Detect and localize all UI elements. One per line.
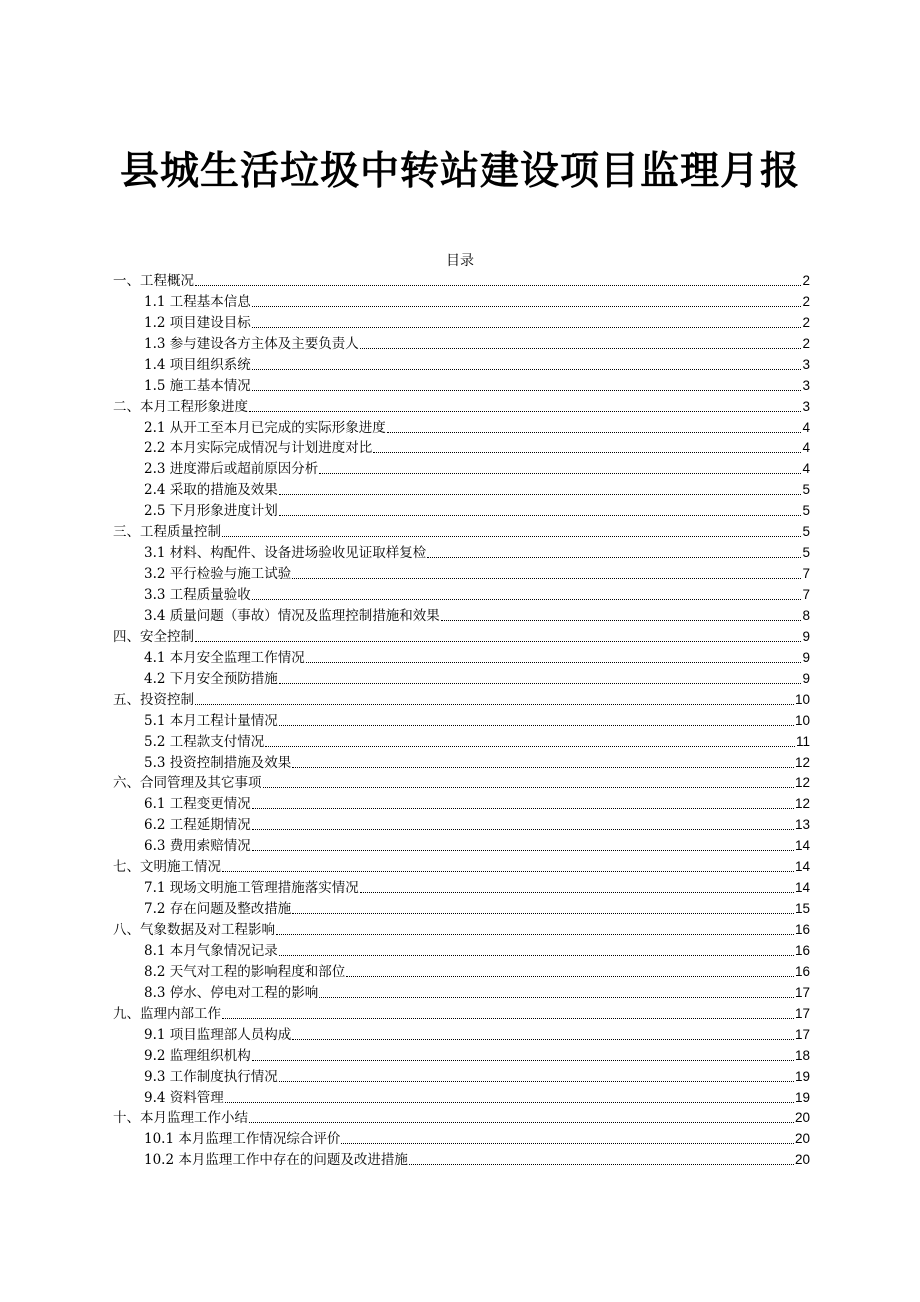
toc-entry-label: 三、工程质量控制: [113, 524, 221, 541]
toc-page-number: 5: [802, 545, 810, 561]
toc-section-entry[interactable]: [113, 1025, 810, 1046]
toc-entry-label: 1.3 参与建设各方主体及主要负责人: [144, 335, 359, 352]
toc-dot-leader: [292, 753, 794, 774]
toc-page-number: 11: [795, 733, 810, 749]
toc-page-number: 2: [802, 314, 810, 330]
toc-dot-leader: [252, 292, 802, 313]
toc-page-number: 2: [802, 335, 810, 351]
toc-page-number: 19: [794, 1068, 810, 1084]
toc-entry-label: 10.2 本月监理工作中存在的问题及改进措施: [144, 1152, 408, 1169]
toc-dot-leader: [387, 418, 802, 439]
toc-page-number: 10: [794, 691, 810, 707]
toc-dot-leader: [225, 1088, 794, 1109]
toc-page-number: 5: [802, 482, 810, 498]
toc-chapter-entry[interactable]: [113, 690, 810, 711]
toc-entry-label: 2.5 下月形象进度计划: [144, 503, 278, 520]
toc-entry-label: 1.5 施工基本情况: [144, 377, 251, 394]
toc-page-number: 17: [794, 984, 810, 1000]
toc-dot-leader: [252, 836, 794, 857]
toc-page-number: 15: [794, 901, 810, 917]
toc-page-number: 2: [802, 293, 810, 309]
toc-entry-label: 7.1 现场文明施工管理措施落实情况: [144, 880, 359, 897]
toc-page-number: 14: [794, 880, 810, 896]
toc-section-entry[interactable]: [113, 501, 810, 522]
toc-dot-leader: [441, 606, 802, 627]
toc-entry-label: 七、文明施工情况: [113, 859, 221, 876]
toc-entry-label: 6.1 工程变更情况: [144, 796, 251, 813]
toc-section-entry[interactable]: [113, 334, 810, 355]
toc-section-entry[interactable]: [113, 794, 810, 815]
toc-dot-leader: [222, 1004, 794, 1025]
toc-chapter-entry[interactable]: [113, 857, 810, 878]
toc-page-number: 4: [802, 419, 810, 435]
toc-page-number: 8: [802, 607, 810, 623]
toc-dot-leader: [195, 271, 801, 292]
toc-entry-label: 6.3 费用索赔情况: [144, 838, 251, 855]
toc-page-number: 4: [802, 440, 810, 456]
toc-entry-label: 6.2 工程延期情况: [144, 817, 251, 834]
toc-section-entry[interactable]: [113, 836, 810, 857]
toc-chapter-entry[interactable]: [113, 522, 810, 543]
toc-dot-leader: [360, 334, 802, 355]
toc-page-number: 12: [794, 796, 810, 812]
toc-entry-label: 3.4 质量问题（事故）情况及监理控制措施和效果: [144, 607, 440, 624]
toc-entry-label: 1.1 工程基本信息: [144, 293, 251, 310]
toc-dot-leader: [292, 899, 794, 920]
toc-section-entry[interactable]: [113, 376, 810, 397]
toc-chapter-entry[interactable]: [113, 774, 810, 795]
toc-page-number: 17: [794, 1026, 810, 1042]
toc-entry-label: 3.1 材料、构配件、设备进场验收见证取样复检: [144, 545, 427, 562]
toc-section-entry[interactable]: [113, 1067, 810, 1088]
toc-section-entry[interactable]: [113, 732, 810, 753]
toc-page-number: 12: [794, 754, 810, 770]
toc-entry-label: 5.1 本月工程计量情况: [144, 712, 278, 729]
toc-dot-leader: [346, 962, 794, 983]
toc-dot-leader: [427, 543, 801, 564]
toc-section-entry[interactable]: [113, 418, 810, 439]
toc-entry-label: 5.2 工程款支付情况: [144, 733, 265, 750]
toc-entry-label: 六、合同管理及其它事项: [113, 775, 262, 792]
toc-entry-label: 8.3 停水、停电对工程的影响: [144, 984, 319, 1001]
toc-page-number: 12: [794, 775, 810, 791]
toc-entry-label: 四、安全控制: [113, 628, 194, 645]
toc-section-entry[interactable]: [113, 669, 810, 690]
toc-dot-leader: [279, 669, 802, 690]
toc-section-entry[interactable]: [113, 564, 810, 585]
toc-dot-leader: [279, 501, 802, 522]
toc-dot-leader: [263, 774, 794, 795]
toc-section-entry[interactable]: [113, 899, 810, 920]
toc-entry-label: 9.4 资料管理: [144, 1089, 224, 1106]
toc-section-entry[interactable]: [113, 439, 810, 460]
toc-page-number: 3: [802, 398, 810, 414]
toc-section-entry[interactable]: [113, 543, 810, 564]
toc-page-number: 16: [794, 922, 810, 938]
toc-page-number: 7: [802, 587, 810, 603]
toc-page-number: 18: [794, 1047, 810, 1063]
toc-entry-label: 7.2 存在问题及整改措施: [144, 901, 292, 918]
toc-section-entry[interactable]: [113, 459, 810, 480]
toc-dot-leader: [279, 1067, 794, 1088]
toc-entry-label: 9.2 监理组织机构: [144, 1047, 251, 1064]
toc-dot-leader: [292, 564, 801, 585]
toc-page-number: 17: [794, 1005, 810, 1021]
toc-dot-leader: [306, 648, 802, 669]
toc-section-entry[interactable]: [113, 711, 810, 732]
toc-page-number: 20: [794, 1152, 810, 1168]
toc-page-number: 16: [794, 963, 810, 979]
toc-section-entry[interactable]: [113, 1129, 810, 1150]
toc-dot-leader: [319, 983, 794, 1004]
toc-page-number: 13: [794, 817, 810, 833]
toc-page-number: 7: [802, 566, 810, 582]
toc-dot-leader: [360, 878, 794, 899]
toc-chapter-entry[interactable]: [113, 1109, 810, 1130]
table-of-contents: [113, 271, 810, 1171]
toc-chapter-entry[interactable]: [113, 920, 810, 941]
toc-section-entry[interactable]: [113, 983, 810, 1004]
toc-dot-leader: [222, 857, 794, 878]
toc-page-number: 14: [794, 859, 810, 875]
toc-dot-leader: [276, 920, 794, 941]
toc-entry-label: 10.1 本月监理工作情况综合评价: [144, 1131, 341, 1148]
toc-section-entry[interactable]: [113, 1150, 810, 1171]
toc-dot-leader: [252, 376, 802, 397]
toc-section-entry[interactable]: [113, 355, 810, 376]
toc-entry-label: 3.2 平行检验与施工试验: [144, 566, 292, 583]
toc-section-entry[interactable]: [113, 606, 810, 627]
toc-entry-label: 8.1 本月气象情况记录: [144, 942, 278, 959]
toc-chapter-entry[interactable]: [113, 1004, 810, 1025]
toc-entry-label: 八、气象数据及对工程影响: [113, 922, 275, 939]
toc-entry-label: 5.3 投资控制措施及效果: [144, 754, 292, 771]
toc-dot-leader: [279, 711, 794, 732]
toc-section-entry[interactable]: [113, 815, 810, 836]
toc-entry-label: 五、投资控制: [113, 691, 194, 708]
toc-page-number: 19: [794, 1089, 810, 1105]
toc-entry-label: 一、工程概况: [113, 272, 194, 289]
toc-page-number: 20: [794, 1110, 810, 1126]
toc-dot-leader: [249, 1109, 794, 1130]
toc-entry-label: 4.1 本月安全监理工作情况: [144, 649, 305, 666]
toc-chapter-entry[interactable]: [113, 627, 810, 648]
toc-entry-label: 2.1 从开工至本月已完成的实际形象进度: [144, 419, 386, 436]
toc-dot-leader: [341, 1129, 794, 1150]
toc-section-entry[interactable]: [113, 480, 810, 501]
toc-page-number: 2: [802, 272, 810, 288]
toc-section-entry[interactable]: [113, 753, 810, 774]
toc-entry-label: 8.2 天气对工程的影响程度和部位: [144, 963, 346, 980]
toc-page-number: 9: [802, 670, 810, 686]
toc-heading: 目录: [446, 253, 474, 269]
toc-page-number: 4: [802, 461, 810, 477]
toc-entry-label: 二、本月工程形象进度: [113, 398, 248, 415]
toc-entry-label: 2.2 本月实际完成情况与计划进度对比: [144, 440, 373, 457]
toc-entry-label: 2.3 进度滞后或超前原因分析: [144, 461, 319, 478]
toc-entry-label: 9.3 工作制度执行情况: [144, 1068, 278, 1085]
toc-section-entry[interactable]: [113, 1046, 810, 1067]
toc-dot-leader: [265, 732, 795, 753]
document-title: 县城生活垃圾中转站建设项目监理月报: [119, 149, 800, 194]
toc-dot-leader: [195, 627, 801, 648]
toc-dot-leader: [409, 1150, 794, 1171]
toc-section-entry[interactable]: [113, 313, 810, 334]
toc-page-number: 3: [802, 356, 810, 372]
toc-entry-label: 4.2 下月安全预防措施: [144, 670, 278, 687]
toc-page-number: 5: [802, 503, 810, 519]
toc-page-number: 3: [802, 377, 810, 393]
toc-dot-leader: [252, 313, 802, 334]
toc-dot-leader: [292, 1025, 794, 1046]
toc-section-entry[interactable]: [113, 648, 810, 669]
toc-dot-leader: [252, 1046, 794, 1067]
toc-dot-leader: [252, 815, 794, 836]
toc-chapter-entry[interactable]: [113, 271, 810, 292]
toc-section-entry[interactable]: [113, 1088, 810, 1109]
toc-dot-leader: [252, 585, 802, 606]
toc-page-number: 10: [794, 712, 810, 728]
toc-page-number: 16: [794, 942, 810, 958]
toc-dot-leader: [252, 355, 802, 376]
toc-entry-label: 2.4 采取的措施及效果: [144, 482, 278, 499]
toc-section-entry[interactable]: [113, 941, 810, 962]
toc-dot-leader: [222, 522, 801, 543]
toc-page-number: 9: [802, 628, 810, 644]
toc-dot-leader: [252, 794, 794, 815]
toc-dot-leader: [195, 690, 794, 711]
toc-entry-label: 九、监理内部工作: [113, 1005, 221, 1022]
toc-dot-leader: [319, 459, 801, 480]
toc-dot-leader: [249, 397, 801, 418]
toc-page-number: 14: [794, 838, 810, 854]
toc-entry-label: 9.1 项目监理部人员构成: [144, 1026, 292, 1043]
toc-entry-label: 3.3 工程质量验收: [144, 587, 251, 604]
toc-section-entry[interactable]: [113, 585, 810, 606]
toc-dot-leader: [279, 480, 802, 501]
toc-page-number: 5: [802, 524, 810, 540]
toc-section-entry[interactable]: [113, 292, 810, 313]
toc-page-number: 20: [794, 1131, 810, 1147]
toc-page-number: 9: [802, 649, 810, 665]
toc-dot-leader: [279, 941, 794, 962]
toc-section-entry[interactable]: [113, 962, 810, 983]
toc-entry-label: 十、本月监理工作小结: [113, 1110, 248, 1127]
toc-entry-label: 1.2 项目建设目标: [144, 314, 251, 331]
toc-dot-leader: [373, 439, 801, 460]
toc-section-entry[interactable]: [113, 878, 810, 899]
toc-entry-label: 1.4 项目组织系统: [144, 356, 251, 373]
toc-chapter-entry[interactable]: [113, 397, 810, 418]
